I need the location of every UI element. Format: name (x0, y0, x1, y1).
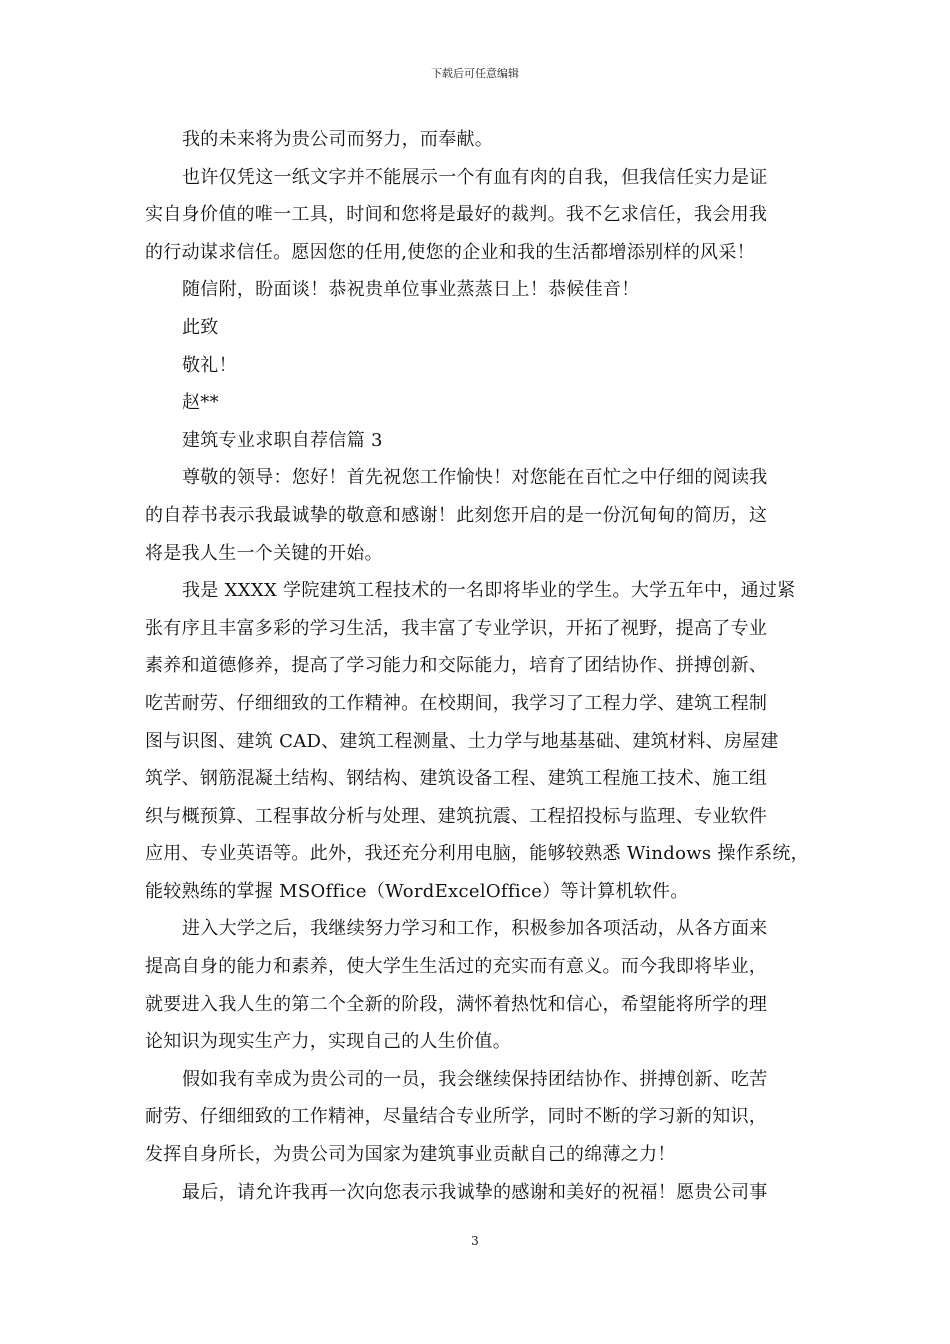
text-line: 提高自身的能力和素养，使大学生生活过的充实而有意义。而今我即将毕业， (145, 956, 768, 978)
text-line: 的行动谋求信任。愿因您的任用,使您的企业和我的生活都增添别样的风采！ (145, 241, 755, 263)
text-line: 敬礼！ (182, 354, 237, 376)
salutation-jingli (145, 347, 823, 385)
text-line: 进入大学之后，我继续努力学习和工作，积极参加各项活动，从各方面来 (182, 918, 768, 940)
text-line: 实自身价值的唯一工具，时间和您将是最好的裁判。我不乞求信任，我会用我 (145, 204, 768, 226)
page-header: 下载后可任意编辑 (431, 67, 519, 80)
text-line: 此致 (182, 316, 219, 338)
text-line: 假如我有幸成为贵公司的一员，我会继续保持团结协作、拼搏创新、吃苦 (182, 1068, 768, 1090)
text-line: 随信附，盼面谈！恭祝贵单位事业蒸蒸日上！恭候佳音！ (182, 279, 640, 301)
text-line: 论知识为现实生产力，实现自己的人生价值。 (145, 1031, 511, 1053)
text-line: 应用、专业英语等。此外，我还充分利用电脑，能够较熟悉 Windows 操作系统， (145, 843, 809, 865)
text-line: 就要进入我人生的第二个全新的阶段，满怀着热忱和信心，希望能将所学的理 (145, 993, 768, 1015)
text-line: 筑学、钢筋混凝土结构、钢结构、建筑设备工程、建筑工程施工技术、施工组 (145, 768, 768, 790)
text-line: 也许仅凭这一纸文字并不能展示一个有血有肉的自我，但我信任实力是证 (182, 166, 768, 188)
signature-name (145, 384, 823, 422)
text-line: 赵** (182, 392, 219, 414)
text-line: 我的未来将为贵公司而努力，而奉献。 (182, 129, 494, 150)
paragraph-commitment (145, 1061, 823, 1174)
paragraph-interview-request (145, 271, 823, 309)
text-line: 最后，请允许我再一次向您表示我诚挚的感谢和美好的祝福！愿贵公司事 (182, 1181, 768, 1203)
text-line: 建筑专业求职自荐信篇 3 (182, 429, 383, 451)
text-line: 我是 XXXX 学院建筑工程技术的一名即将毕业的学生。大学五年中，通过紧 (182, 580, 796, 602)
text-line: 发挥自身所长，为贵公司为国家为建筑事业贡献自己的绵薄之力！ (145, 1144, 676, 1166)
paragraph-final-thanks (145, 1174, 823, 1212)
salutation-cizhi (145, 309, 823, 347)
text-line: 张有序且丰富多彩的学习生活，我丰富了专业学识，开拓了视野，提高了专业 (145, 617, 768, 639)
text-line: 织与概预算、工程事故分析与处理、建筑抗震、工程招投标与监理、专业软件 (145, 805, 768, 827)
paragraph-education (145, 572, 823, 910)
section-title (145, 422, 823, 460)
page-number: 3 (471, 1234, 479, 1248)
text-line: 的自荐书表示我最诚挚的敬意和感谢！此刻您开启的是一份沉甸甸的简历，这 (145, 504, 768, 526)
text-line: 将是我人生一个关键的开始。 (145, 542, 383, 564)
paragraph-greeting (145, 459, 823, 572)
paragraph-closing-commitment (145, 121, 823, 159)
text-line: 图与识图、建筑 CAD、建筑工程测量、土力学与地基基础、建筑材料、房屋建 (145, 730, 779, 752)
text-line: 能较熟练的掌握 MSOffice（WordExcelOffice）等计算机软件。 (145, 880, 689, 902)
paragraph-self-belief (145, 159, 823, 272)
text-line: 素养和道德修养，提高了学习能力和交际能力，培育了团结协作、拼搏创新、 (145, 655, 768, 677)
paragraph-university-life (145, 910, 823, 1060)
text-line: 吃苦耐劳、仔细细致的工作精神。在校期间，我学习了工程力学、建筑工程制 (145, 692, 768, 714)
document-body (145, 121, 823, 1211)
text-line: 耐劳、仔细细致的工作精神，尽量结合专业所学，同时不断的学习新的知识， (145, 1106, 768, 1128)
text-line: 尊敬的领导：您好！首先祝您工作愉快！对您能在百忙之中仔细的阅读我 (182, 467, 768, 489)
